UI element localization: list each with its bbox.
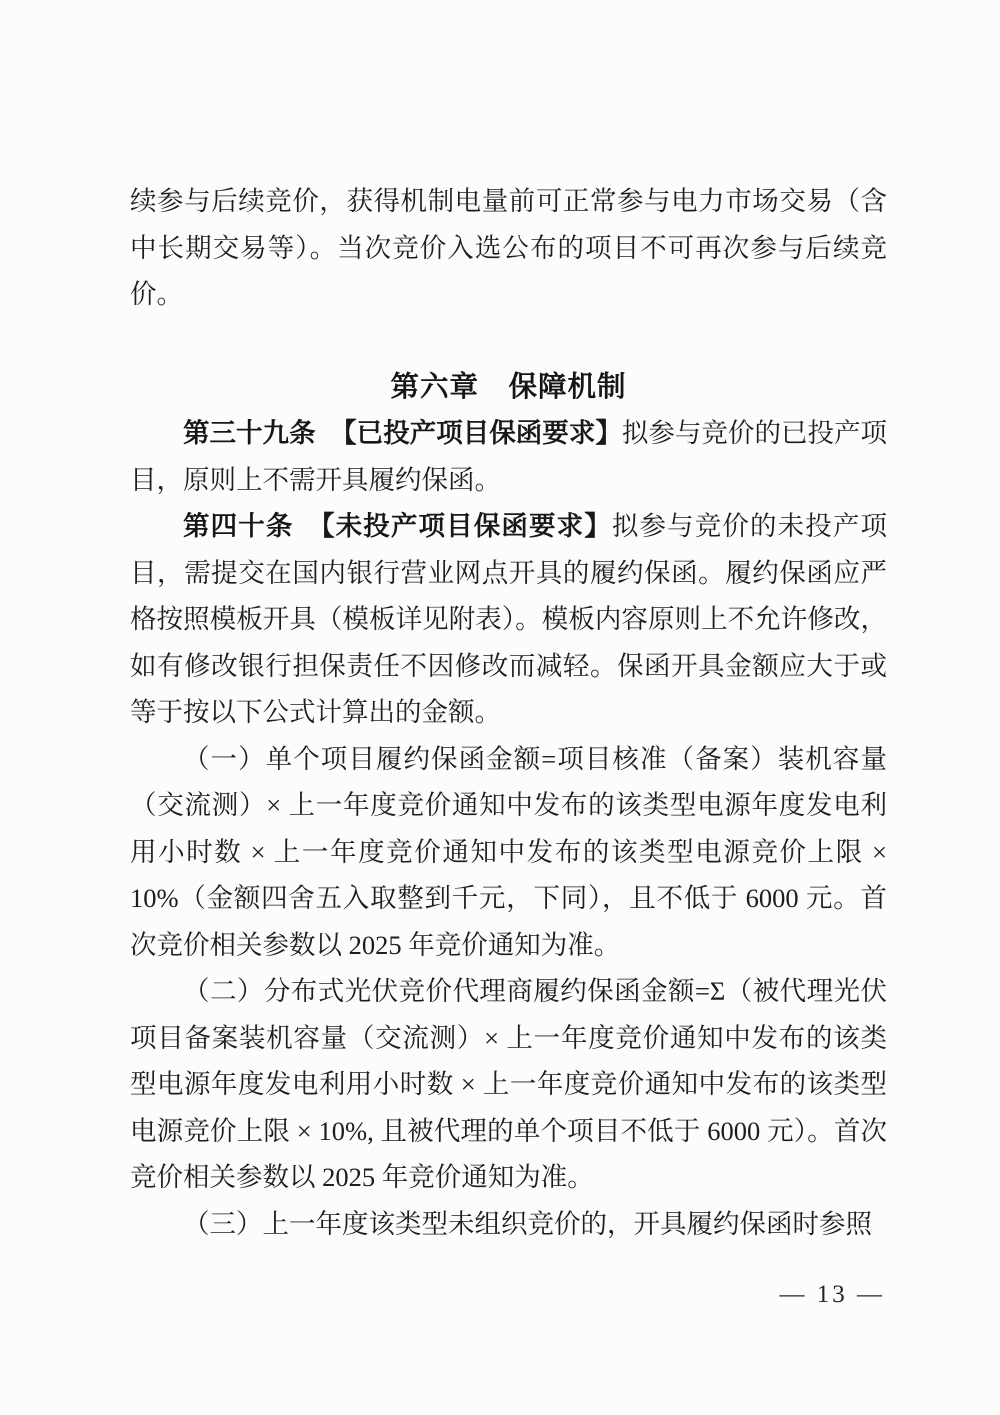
article-40-title: 【未投产项目保函要求】 <box>308 511 612 541</box>
article-40-body: 拟参与竞价的未投产项目，需提交在国内银行营业网点开具的履约保函。履约保函应严格按照模板开具（模板详见附表）。模板内容原则上不允许修改，如有修改银行担保责任不因修改而减轻。保函开具金额应大于或等于按以下公式计算出的金额。 <box>130 511 888 727</box>
article-40 <box>130 503 887 736</box>
article-39-number: 第三十九条 <box>183 418 316 448</box>
article-39-body: 拟参与竞价的已投产项目，原则上不需开具履约保函。 <box>130 418 888 495</box>
article-40-item-1: （一）单个项目履约保函金额=项目核准（备案）装机容量（交流测）× 上一年度竞价通知中发布的该类型电源年度发电利用小时数 × 上一年度竞价通知中发布的该类型电源竞价上限 × 10%（金额四舍五入取整到千元，下同），且不低于 6000 元。首次竞价相关参数以 2025 年竞价通知为准。 <box>130 743 887 960</box>
article-39 <box>130 410 887 503</box>
article-40-item-2: （二）分布式光伏竞价代理商履约保函金额=Σ（被代理光伏项目备案装机容量（交流测）× 上一年度竞价通知中发布的该类型电源年度发电利用小时数 × 上一年度竞价通知中发布的该类型电源竞价上限 × 10%, 且被代理的单个项目不低于 6000 元）。首次竞价相关参数以 2025 年竞价通知为准。 <box>130 976 887 1192</box>
article-40-number: 第四十条 <box>183 511 294 541</box>
document-body <box>130 178 887 1247</box>
page-number: — 13 — <box>779 1281 885 1308</box>
chapter-heading: 第六章 保障机制 <box>390 370 627 403</box>
paragraph-continuation: 续参与后续竞价，获得机制电量前可正常参与电力市场交易（含中长期交易等）。当次竞价入选公布的项目不可再次参与后续竞价。 <box>130 186 887 309</box>
article-40-item-3: （三）上一年度该类型未组织竞价的，开具履约保函时参照 <box>183 1208 872 1239</box>
article-39-title: 【已投产项目保函要求】 <box>330 418 622 448</box>
